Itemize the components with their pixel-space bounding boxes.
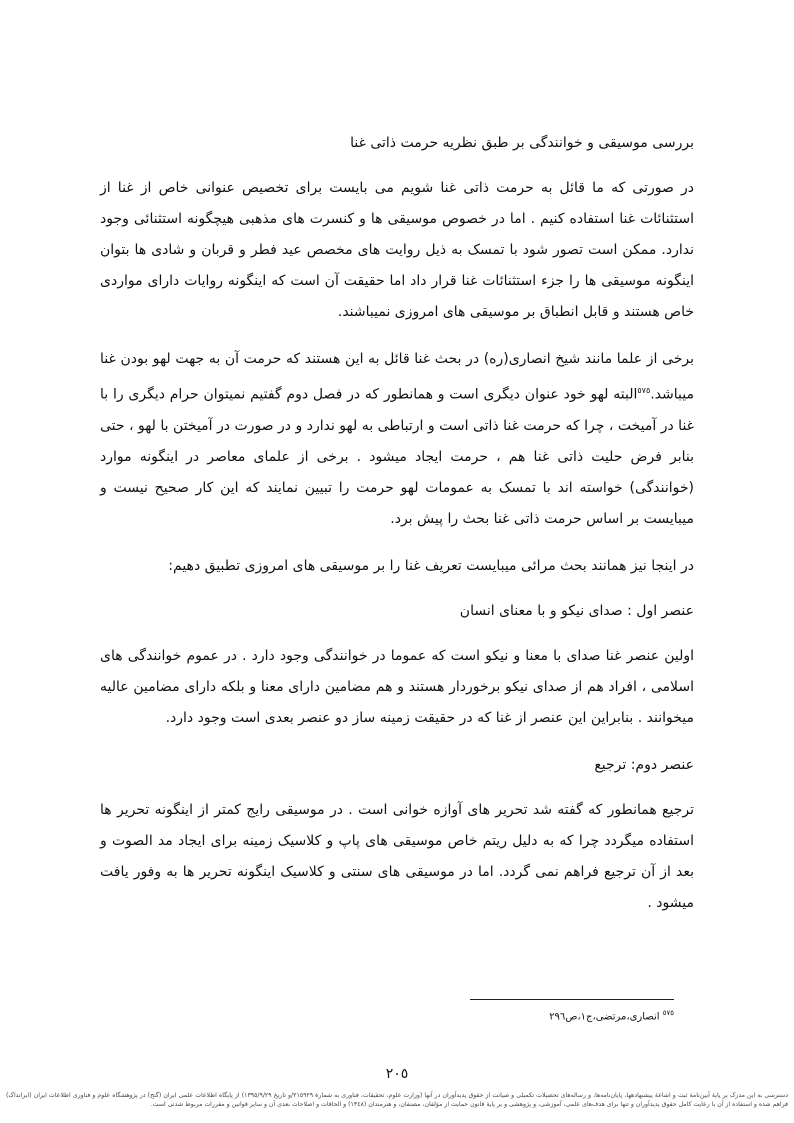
element-one-heading: عنصر اول : صدای نیکو و با معنای انسان [459,602,694,619]
footnote-divider [470,999,674,1000]
document-body [100,128,694,935]
paragraph-3: در اینجا نیز همانند بحث مرائی میبایست تعریف غنا را بر موسیقی های امروزی تطبیق دهیم: [168,557,694,574]
paragraph-5: ترجیع همانطور که گفته شد تحریر های آوازه خوانی است . در موسیقی رایج کمتر از اینگونه تحریر ها استفاده میگردد چرا که به دلیل ریتم خاص موسیقی های پاپ و کلاسیک زمینه برای ایجاد مد الصوت و بعد از آن ترجیع فراهم نمی گردد. اما در موسیقی های سنتی و کلاسیک اینگونه تحریر ها به وفور یافت میشود . [100,801,694,911]
paragraph-1: در صورتی که ما قائل به حرمت ذاتی غنا شویم می بایست برای تخصیص عنوانی خاص از غنا از استثنائات غنا استفاده کنیم . اما در خصوص موسیقی ها و کنسرت های مذهبی هیچگونه استثنائی وجود ندارد. ممکن است تصور شود با تمسک به ذیل روایت های مخصص عید فطر و قربان و شادی ها بتوان اینگونه موسیقی ها را جزء استثنائات غنا قرار داد اما حقیقت آن است که اینگونه روایات دارای مواردی خاص هستند و قابل انطباق بر موسیقی های امروزی نمیباشند. [100,180,694,320]
footnote-text: انصاری،مرتضی،ج١،ص٢٩٦ [549,1011,660,1023]
page-number: ٢٠٥ [385,1066,409,1082]
copyright-notice: دسترسی به این مدرک بر پایهٔ آیین‌نامهٔ ثبت و اشاعهٔ پیشنهادهها، پایان‌نامه‌ها، و رساله‌های تحصیلات تکمیلی و صیانت از حقوق پدیدآوران در آنها (وزارت علوم، تحقیقات، فناوری به شمارهٔ ٢١٥٩٢٩/و تاریخ ١٣٩٥/٩/٢٩) از پایگاه اطلاعات علمی ایران (گنج) در پژوهشگاه علوم و فناوری اطلاعات ایران (ایرانداک) فراهم شده و استفاده از آن با رعایت کامل حقوق پدیدآوران و تنها برای هدف‌های علمی، آموزشی، و پژوهشی و بر پایهٔ قانون حمایت از مؤلفان، مصنفان، و هنرمندان (١٣٤٨) و الحاقات و اصلاحات بعدی آن و سایر قوانین و مقررات مربوط شدنی است. [6,1092,788,1108]
footnote-reference[interactable]: ٥٧٥ [637,386,651,395]
section-title: بررسی موسیقی و خوانندگی بر طبق نظریه حرمت ذاتی غنا [350,135,694,151]
paragraph-2 [100,344,694,535]
paragraph-2-part-2: البته لهو خود عنوان دیگری است و همانطور که در فصل دوم گفتیم نمیتوان حرام دیگری را با غنا در آمیخت ، چرا که حرمت غنا ذاتی است و ارتباطی به لهو ندارد و در صورت در آمیختن با لهو ، حتی بنابر فرض حلیت ذاتی غنا هم ، حرمت ایجاد میشود . برخی از علمای معاصر در اینگونه موارد (خوانندگی) خواسته اند با تمسک به عمومات لهو حرمت را تبیین نمایند که این کار صحیح نیست و میبایست بر اساس حرمت ذاتی غنا بحث را پیش برد. [100,386,694,527]
footnote-number: ٥٧٥ [662,1009,674,1017]
paragraph-2-part-1: برخی از علما مانند شیخ انصاری(ره) در بحث غنا قائل به این هستند که حرمت آن به جهت لهو بودن غنا میباشد. [100,351,694,403]
element-two-heading: عنصر دوم: ترجیع [594,756,694,773]
footnote [470,1006,674,1024]
paragraph-4: اولین عنصر غنا صدای با معنا و نیکو است که عموما در خوانندگی وجود دارد . در عموم خوانندگی های اسلامی ، افراد هم از صدای نیکو برخوردار هستند و هم مضامین دارای معنا و بلکه دارای مضامین عالیه میخوانند . بنابراین این عنصر از غنا که در حقیقت زمینه ساز دو عنصر بعدی است وجود دارد. [100,647,694,726]
